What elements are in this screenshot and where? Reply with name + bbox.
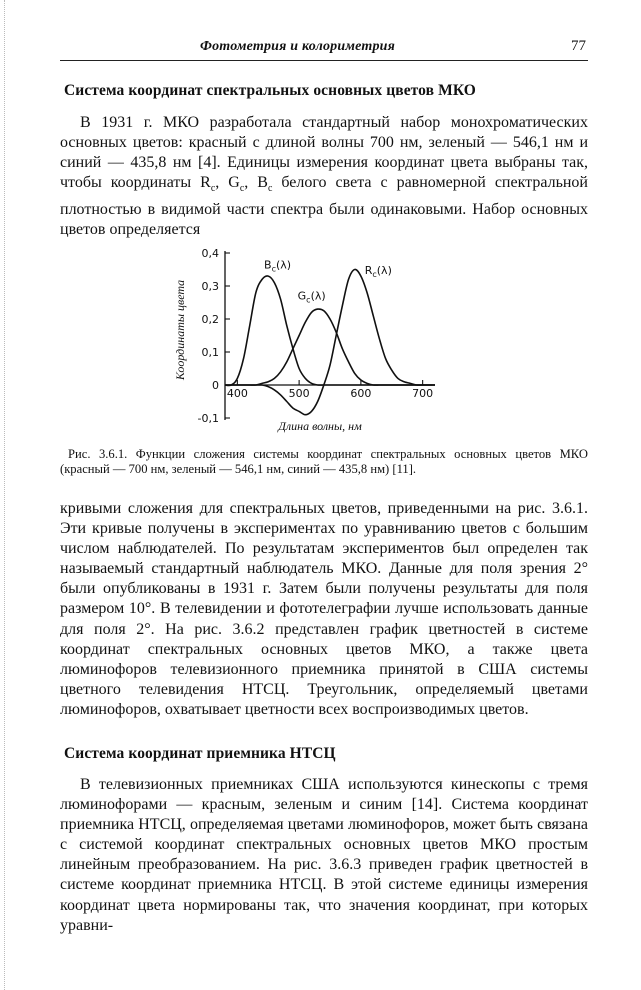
y-tick-label: -0,1 xyxy=(197,412,219,425)
series-label-b: $B_c(\lambda)$ xyxy=(264,258,292,274)
section-heading-ntsc: Система координат приемника НТСЦ xyxy=(64,745,336,762)
y-tick-label: 0,3 xyxy=(201,280,219,293)
y-axis-label: Координаты цвета xyxy=(173,279,187,381)
paragraph-cie-intro xyxy=(60,113,588,240)
page-number: 77 xyxy=(571,38,586,54)
x-tick-label: 600 xyxy=(350,387,372,400)
subscript: c xyxy=(239,183,245,195)
paragraph-text: В 1931 г. МКО разработала стандартный набор монохроматических основных цветов: красный с длиной волны 700 нм, зеленый — 546,1 нм и синий — 435,8 нм [4]. Единицы измерения координат цвета выбраны так, чтобы координаты R xyxy=(60,114,588,192)
series-curve-b xyxy=(225,276,435,386)
chart-series xyxy=(225,258,435,414)
series-label-r: $R_c(\lambda)$ xyxy=(364,263,392,279)
x-tick-label: 400 xyxy=(226,387,248,400)
x-tick-label: 700 xyxy=(412,387,434,400)
y-tick-label: 0,2 xyxy=(201,313,219,326)
section-heading-cie: Система координат спектральных основных цветов МКО xyxy=(64,82,476,99)
subscript: c xyxy=(267,183,273,195)
paragraph-text: , G xyxy=(215,174,240,192)
page-edge xyxy=(0,0,5,990)
color-matching-chart xyxy=(170,245,460,445)
y-tick-label: 0,1 xyxy=(201,346,219,359)
y-tick-label: 0,4 xyxy=(201,247,219,260)
figure-3-6-1 xyxy=(170,245,460,445)
figure-caption: Рис. 3.6.1. Функции сложения системы координат спектральных основных цветов МКО (красный — 700 нм, зеленый — 546,1 нм, синий — 435,8 нм) [11]. xyxy=(60,447,588,476)
chart-axes xyxy=(198,247,434,425)
running-title: Фотометрия и колориметрия xyxy=(200,39,396,54)
series-label-g: $G_c(\lambda)$ xyxy=(297,289,326,305)
y-tick-label: 0 xyxy=(212,379,219,392)
running-header xyxy=(60,36,588,61)
x-axis-label: Длина волны, нм xyxy=(278,419,362,433)
series-curve-g xyxy=(225,309,435,385)
paragraph-text: белого света с равномерной спектральной плотностью в видимой части спектра были одинаковыми. Набор основных цветов определяется xyxy=(60,174,588,238)
paragraph-ntsc-intro: В телевизионных приемниках США используются кинескопы с тремя люминофорами — красным, зеленым и синим [14]. Система координат приемника НТСЦ, определяемая цветами люминофоров, может быть связана с системой координат спектральных основных цветов МКО простым линейным преобразованием. На рис. 3.6.3 приведен график цветностей в системе координат приемника НТСЦ. В этой системе единицы измерения координат цвета нормированы так, что значения координат, при которых уравни- xyxy=(60,776,588,934)
subscript: c xyxy=(210,183,216,195)
paragraph-cie-curves: кривыми сложения для спектральных цветов, приведенными на рис. 3.6.1. Эти кривые получены в экспериментах по уравниванию цветов с большим числом наблюдателей. По результатам экспериментов был определен так называемый стандартный наблюдатель МКО. Данные для поля зрения 2° были опубликованы в 1931 г. Затем были получены результаты для поля размером 10°. В телевидении и фототелеграфии лучше использовать данные для поля 2°. На рис. 3.6.2 представлен график цветностей в системе координат спектральных основных цветов МКО, а также цвета люминофоров телевизионного приемника принятой в США системы цветного телевидения НТСЦ. Треугольник, определяемый цветами люминофоров, охватывает цветности всех воспроизводимых цветов. xyxy=(60,500,588,718)
x-tick-label: 500 xyxy=(288,387,310,400)
paragraph-text: , B xyxy=(244,174,268,192)
